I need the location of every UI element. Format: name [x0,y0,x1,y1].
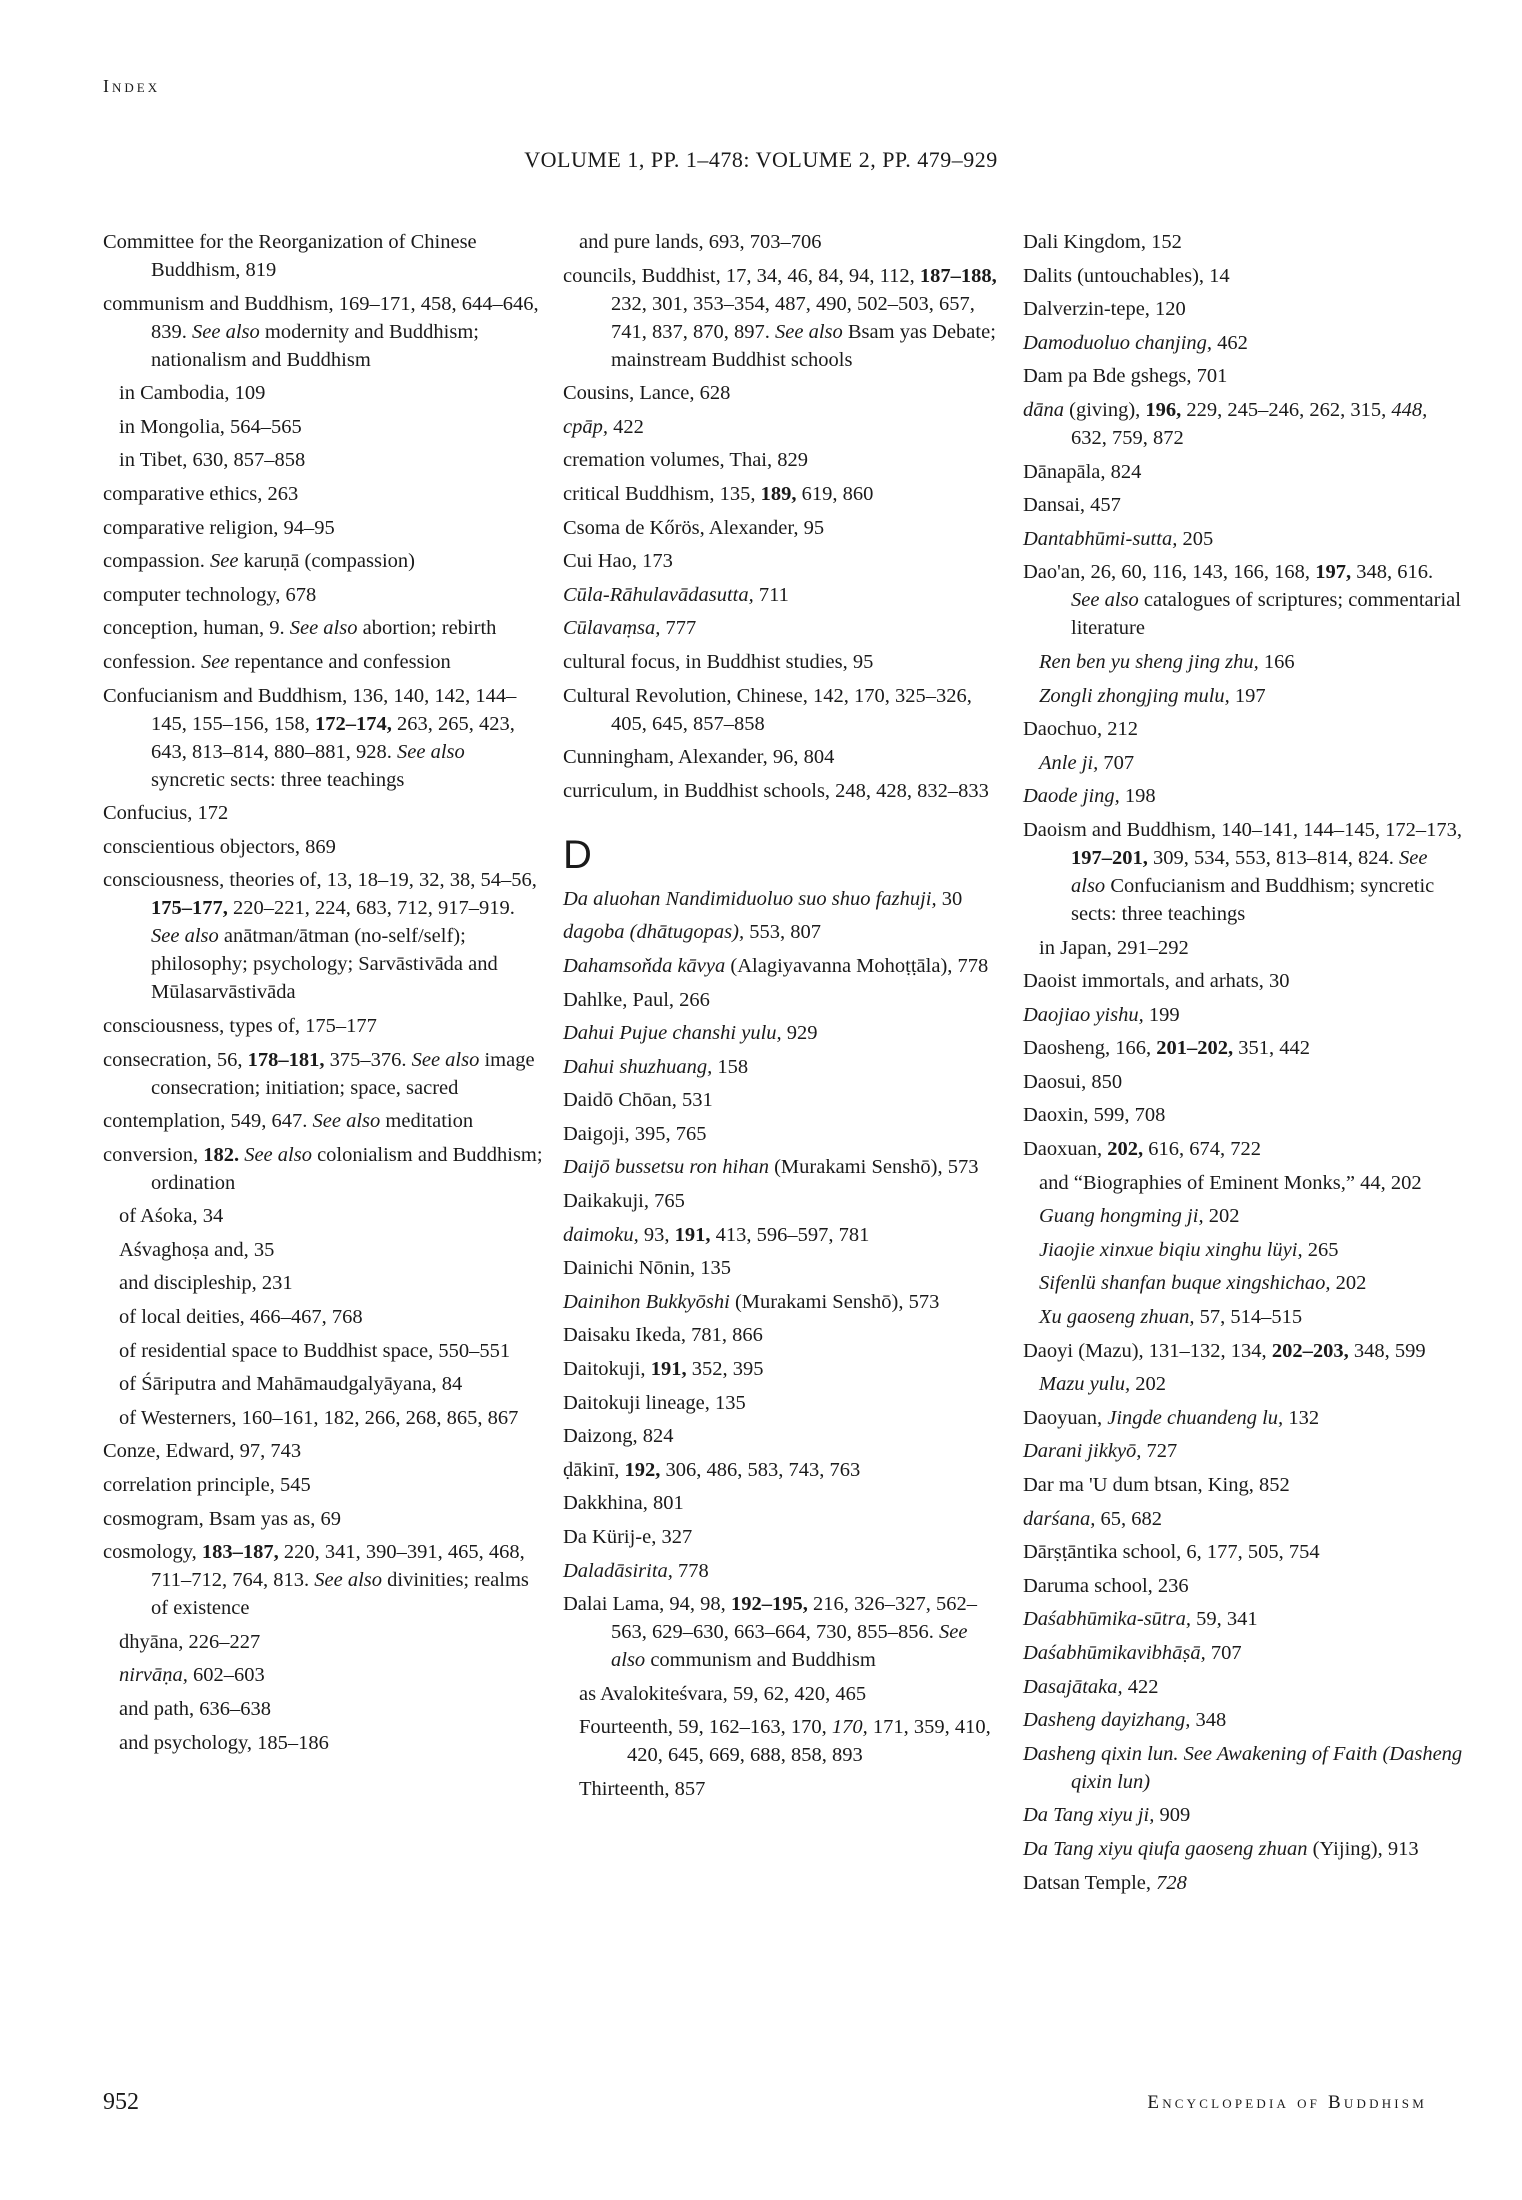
index-entry: Damoduoluo chanjing, 462 [1023,331,1248,354]
index-entry: Dainihon Bukkyōshi (Murakami Senshō), 573 [563,1290,940,1313]
index-entry: conversion, 182. See also colonialism and Buddhism; ordination [103,1143,543,1194]
index-entry: Da Tang xiyu ji, 909 [1023,1804,1191,1827]
index-entry: Daosheng, 166, 201–202, 351, 442 [1023,1037,1310,1060]
index-entry: Dakkhina, 801 [563,1492,684,1515]
index-subentry: Zongli zhongjing mulu, 197 [1039,684,1266,707]
index-entry: curriculum, in Buddhist schools, 248, 428, 832–833 [563,779,989,802]
index-entry: Daikakuji, 765 [563,1190,685,1213]
index-entry: Daosui, 850 [1023,1070,1123,1093]
index-entry: darśana, 65, 682 [1023,1507,1162,1530]
index-entry: dagoba (dhātugopas), 553, 807 [563,921,821,944]
index-entry: Daochuo, 212 [1023,718,1139,741]
index-entry: Dali Kingdom, 152 [1023,231,1182,253]
index-entry: confession. See repentance and confession [103,650,451,673]
index-column-2 [563,228,1003,1809]
index-subentry: Aśvaghoṣa and, 35 [119,1238,275,1261]
index-entry: Dansai, 457 [1023,494,1121,517]
index-subentry: and discipleship, 231 [119,1272,293,1295]
index-entry: Daisaku Ikeda, 781, 866 [563,1324,763,1347]
index-entry: Daoxuan, 202, 616, 674, 722 [1023,1138,1262,1161]
book-title: Encyclopedia of Buddhism [1147,2092,1427,2113]
index-entry: Daitokuji lineage, 135 [563,1391,746,1414]
index-entry: comparative ethics, 263 [103,482,299,505]
index-subentry: Fourteenth, 59, 162–163, 170, 170, 171, 359, 410, 420, 645, 669, 688, 858, 893 [579,1716,991,1767]
index-subentry: nirvāṇa, 602–603 [119,1664,265,1687]
index-entry: councils, Buddhist, 17, 34, 46, 84, 94, 112, 187–188, 232, 301, 353–354, 487, 490, 502–503, 657, 741, 837, 870, 897. See also Bsam yas Debate; mainstream Buddhist schools [563,264,997,371]
index-entry: Da Tang xiyu qiufa gaoseng zhuan (Yijing), 913 [1023,1837,1419,1860]
index-entry: Conze, Edward, 97, 743 [103,1440,302,1463]
index-entry: Daode jing, 198 [1023,785,1156,808]
index-subentry: Sifenlü shanfan buque xingshichao, 202 [1039,1272,1367,1295]
index-entry: Dainichi Nōnin, 135 [563,1257,731,1280]
index-subentry: and pure lands, 693, 703–706 [579,231,822,253]
index-subentry: Thirteenth, 857 [579,1777,706,1800]
index-entry: Daśabhūmikavibhāṣā, 707 [1023,1641,1242,1664]
index-entry: Daoyuan, Jingde chuandeng lu, 132 [1023,1406,1320,1429]
index-entry: Daoism and Buddhism, 140–141, 144–145, 172–173, 197–201, 309, 534, 553, 813–814, 824. See also Confucianism and Buddhism; syncretic sects: three teachings [1023,818,1463,925]
index-entry: comparative religion, 94–95 [103,516,335,539]
index-entry: Csoma de Kőrös, Alexander, 95 [563,516,825,539]
index-entry: Daladāsirita, 778 [563,1559,709,1582]
index-entry: Confucianism and Buddhism, 136, 140, 142, 144–145, 155–156, 158, 172–174, 263, 265, 423, 643, 813–814, 880–881, 928. See also syncretic sects: three teachings [103,684,517,791]
index-entry: contemplation, 549, 647. See also meditation [103,1110,474,1133]
index-subentry: of Śāriputra and Mahāmaudgalyāyana, 84 [119,1373,463,1396]
index-entry: consciousness, types of, 175–177 [103,1014,377,1037]
index-entry: Daoyi (Mazu), 131–132, 134, 202–203, 348, 599 [1023,1339,1426,1362]
index-entry: Cunningham, Alexander, 96, 804 [563,746,835,769]
index-subentry: in Cambodia, 109 [119,382,266,405]
index-subentry: and psychology, 185–186 [119,1731,329,1754]
index-entry: Darani jikkyō, 727 [1023,1440,1178,1463]
index-subentry: Mazu yulu, 202 [1039,1373,1166,1396]
index-entry: daimoku, 93, 191, 413, 596–597, 781 [563,1223,870,1246]
index-entry: critical Buddhism, 135, 189, 619, 860 [563,482,874,505]
index-entry: Dantabhūmi-sutta, 205 [1023,527,1214,550]
index-entry: Dasajātaka, 422 [1023,1675,1159,1698]
index-subentry: in Tibet, 630, 857–858 [119,449,306,472]
index-entry: ḍākinī, 192, 306, 486, 583, 743, 763 [563,1458,861,1481]
index-entry: correlation principle, 545 [103,1474,311,1497]
index-subentry: of local deities, 466–467, 768 [119,1306,363,1329]
index-entry: Dalverzin-tepe, 120 [1023,298,1186,321]
index-entry: cultural focus, in Buddhist studies, 95 [563,650,874,673]
index-subentry: of Westerners, 160–161, 182, 266, 268, 865, 867 [119,1406,519,1429]
index-entry: consciousness, theories of, 13, 18–19, 32, 38, 54–56, 175–177, 220–221, 224, 683, 712, 917–919. See also anātman/ātman (no-self/self); philosophy; psychology; Sarvāstivāda and Mūlasarvāstivāda [103,869,537,1004]
index-entry: Daoist immortals, and arhats, 30 [1023,970,1290,993]
index-entry: Dalits (untouchables), 14 [1023,264,1230,287]
index-column-1 [103,228,543,1762]
index-entry: Daoxin, 599, 708 [1023,1104,1166,1127]
index-subentry: Anle ji, 707 [1039,751,1135,774]
index-entry: Daigoji, 395, 765 [563,1122,707,1145]
section-letter: D [563,832,592,877]
volume-note: VOLUME 1, PP. 1–478: VOLUME 2, PP. 479–929 [524,147,998,172]
index-entry: Dārṣṭāntika school, 6, 177, 505, 754 [1023,1541,1320,1564]
index-entry: Daśabhūmika-sūtra, 59, 341 [1023,1608,1258,1631]
index-subentry: and “Biographies of Eminent Monks,” 44, 202 [1039,1171,1422,1194]
index-entry: Dahlke, Paul, 266 [563,988,710,1011]
index-entry: Daruma school, 236 [1023,1574,1189,1597]
index-entry: communism and Buddhism, 169–171, 458, 644–646, 839. See also modernity and Buddhism; nationalism and Buddhism [103,292,539,371]
index-subentry: Jiaojie xinxue biqiu xinghu lüyi, 265 [1039,1238,1339,1261]
index-entry: Dahamsoňda kāvya (Alagiyavanna Mohoṭṭāla), 778 [563,954,989,977]
page-number: 952 [103,2089,139,2115]
index-subentry: Ren ben yu sheng jing zhu, 166 [1039,650,1295,673]
index-subentry: as Avalokiteśvara, 59, 62, 420, 465 [579,1682,867,1705]
index-entry: Da aluohan Nandimiduoluo suo shuo fazhuji, 30 [563,887,963,910]
index-entry: Dam pa Bde gshegs, 701 [1023,365,1228,388]
index-entry: Cūlavaṃsa, 777 [563,617,697,640]
index-entry: Daizong, 824 [563,1425,674,1448]
index-entry: Cousins, Lance, 628 [563,382,731,405]
index-entry: Cultural Revolution, Chinese, 142, 170, 325–326, 405, 645, 857–858 [563,684,972,735]
index-entry: compassion. See karuṇā (compassion) [103,550,415,573]
index-entry: Dahui shuzhuang, 158 [563,1055,749,1078]
index-subentry: dhyāna, 226–227 [119,1630,261,1653]
index-entry: computer technology, 678 [103,583,317,606]
index-entry: Dao'an, 26, 60, 116, 143, 166, 168, 197, 348, 616. See also catalogues of scriptures; commentarial literature [1023,561,1461,640]
index-entry: Datsan Temple, 728 [1023,1871,1187,1894]
running-head: Index [103,76,161,96]
index-entry: cpāp, 422 [563,415,644,438]
index-entry: Dānapāla, 824 [1023,460,1142,483]
index-entry: Daitokuji, 191, 352, 395 [563,1358,764,1381]
index-entry: conscientious objectors, 869 [103,835,336,858]
index-entry: Dasheng qixin lun. See Awakening of Faith (Dasheng qixin lun) [1023,1742,1463,1793]
index-entry: consecration, 56, 178–181, 375–376. See also image consecration; initiation; space, sacred [103,1048,535,1099]
index-subentry: of residential space to Buddhist space, 550–551 [119,1339,511,1362]
index-subentry: Xu gaoseng zhuan, 57, 514–515 [1039,1306,1303,1329]
index-entry: conception, human, 9. See also abortion; rebirth [103,617,497,640]
index-subentry: in Japan, 291–292 [1039,936,1189,959]
index-entry: Dasheng dayizhang, 348 [1023,1709,1227,1732]
index-subentry: in Mongolia, 564–565 [119,415,302,438]
index-entry: Cui Hao, 173 [563,550,673,573]
index-subentry: and path, 636–638 [119,1698,272,1720]
index-entry: Confucius, 172 [103,802,229,825]
index-subentry: of Aśoka, 34 [119,1205,224,1228]
index-entry: dāna (giving), 196, 229, 245–246, 262, 315, 448, 632, 759, 872 [1023,398,1428,449]
index-entry: Dahui Pujue chanshi yulu, 929 [563,1022,818,1045]
index-entry: cosmogram, Bsam yas as, 69 [103,1507,341,1530]
index-entry: Dar ma 'U dum btsan, King, 852 [1023,1474,1290,1496]
index-entry: Daidō Chōan, 531 [563,1089,713,1112]
index-entry: Dalai Lama, 94, 98, 192–195, 216, 326–327, 562–563, 629–630, 663–664, 730, 855–856. See also communism and Buddhism [563,1593,977,1672]
index-entry: cremation volumes, Thai, 829 [563,449,808,472]
index-entry: Committee for the Reorganization of Chinese Buddhism, 819 [103,231,477,281]
index-column-3 [1023,228,1463,1902]
index-entry: cosmology, 183–187, 220, 341, 390–391, 465, 468, 711–712, 764, 813. See also divinities; realms of existence [103,1541,529,1620]
index-entry: Cūla-Rāhulavādasutta, 711 [563,583,789,606]
index-subentry: Guang hongming ji, 202 [1039,1205,1240,1228]
index-entry: Da Kürij-e, 327 [563,1526,693,1548]
index-entry: Daojiao yishu, 199 [1023,1003,1180,1026]
index-entry: Daijō bussetsu ron hihan (Murakami Senshō), 573 [563,1156,979,1179]
